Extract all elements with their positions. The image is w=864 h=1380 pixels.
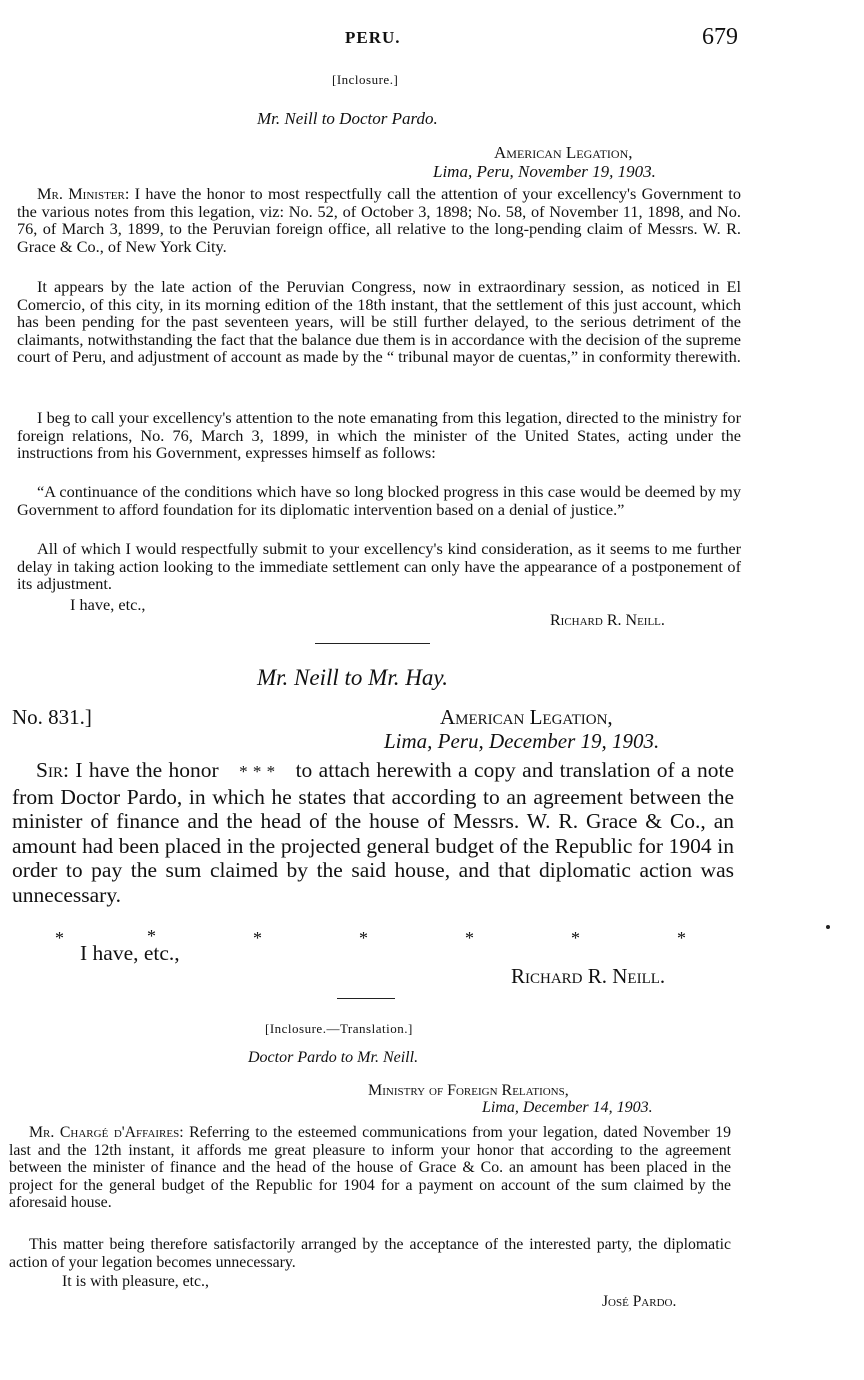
letter-paragraph-1: Mr. Minister: I have the honor to most respectfully call the attention of your excellency's Government to the various notes from this legation, viz: No. 52, of October 3, 1898; No. 58, of November 11, 1898, and No. 76, of March 3, 1899, to the Peruvian foreign office, all relative to the long-pending claim of Messrs. W. R. Grace & Co., of New York City. xyxy=(17,184,741,256)
letter-heading-neill-to-hay: Mr. Neill to Mr. Hay. xyxy=(257,665,449,690)
letter-heading-neill-to-pardo: Mr. Neill to Doctor Pardo. xyxy=(257,109,438,128)
letter-paragraph-2: It appears by the late action of the Peruvian Congress, now in extraordinary session, as noticed in El Comercio, of this city, in its morning edition of the 18th instant, that the settlement of this just account, which has been pending for the past seventeen years, will be still further delayed, to the serious detriment of the claimants, notwithstanding the fact that the balance due them is in accordance with the decision of the supreme court of Peru, and adjustment of account as made by the “ tribunal mayor de cuentas,” in conformity therewith. xyxy=(17,277,741,366)
running-header-title: PERU. xyxy=(345,28,401,47)
letter-paragraph-5: All of which I would respectfully submit to your excellency's kind consideration, as it seems to me further delay in taking action looking to the immediate settlement can only have the appearance of a postponement of its adjustment. xyxy=(17,539,741,593)
place-line: Ministry of Foreign Relations, xyxy=(368,1082,569,1099)
omission-star: * xyxy=(465,928,474,948)
section-divider xyxy=(315,643,430,644)
letter-paragraph: Sir: I have the honor * * * to attach herewith a copy and translation of a note from Doctor Pardo, in which he states that according to an agreement between the minister of finance and the head of the house of Messrs. W. R. Grace & Co., an amount had been placed in the projected general budget of the Republic for 1904 in order to pay the sum claimed by the said house, and that diplomatic action was unnecessary. xyxy=(12,758,735,907)
place-line: American Legation, xyxy=(494,143,633,162)
closing: I have, etc., xyxy=(70,595,146,614)
omission-star: * xyxy=(147,926,156,946)
omission-stars: * * * xyxy=(239,762,276,781)
omission-star: * xyxy=(359,928,368,948)
letter-paragraph-1: Mr. Chargé d'Affaires: Referring to the esteemed communications from your legation, dated November 19 last and the 12th instant, it affords me great pleasure to inform your honor that according to the agreement between the minister of finance and the head of the house of Grace & Co. an amount has been placed in the project for the general budget of the Republic for 1904 for a payment on account of the sum claimed by the aforesaid house. xyxy=(9,1124,731,1211)
quoted-paragraph: “A continuance of the conditions which have so long blocked progress in this case would be deemed by my Government to afford foundation for its diplomatic intervention based on a denial of justice.” xyxy=(17,482,741,519)
dateline: Lima, December 14, 1903. xyxy=(482,1099,653,1116)
letter-paragraph-3: I beg to call your excellency's attention to the note emanating from this legation, directed to the ministry for foreign relations, No. 76, March 3, 1899, in which the minister of the United States, acting under the instructions from his Government, expresses himself as follows: xyxy=(17,408,741,462)
dateline: Lima, Peru, November 19, 1903. xyxy=(433,162,656,181)
signature: José Pardo. xyxy=(602,1293,677,1310)
omission-star: * xyxy=(571,928,580,948)
inclosure-caption: [Inclosure.—Translation.] xyxy=(265,1021,413,1036)
omission-star: * xyxy=(55,928,64,948)
page-number: 679 xyxy=(702,24,738,50)
place-line: American Legation, xyxy=(440,705,613,729)
letter-heading-pardo-to-neill: Doctor Pardo to Mr. Neill. xyxy=(248,1049,419,1066)
signature: Richard R. Neill. xyxy=(511,964,666,988)
despatch-number: No. 831.] xyxy=(12,705,92,729)
salutation: Mr. Minister xyxy=(37,184,125,203)
closing: It is with pleasure, etc., xyxy=(62,1273,209,1290)
omission-star: * xyxy=(677,928,686,948)
closing: I have, etc., xyxy=(80,941,180,965)
dateline: Lima, Peru, December 19, 1903. xyxy=(384,729,660,753)
inclosure-caption: [Inclosure.] xyxy=(332,72,399,87)
letter-paragraph-2: This matter being therefore satisfactorily arranged by the acceptance of the interested party, the diplomatic action of your legation becomes unnecessary. xyxy=(9,1236,731,1271)
omission-star: * xyxy=(253,928,262,948)
signature: Richard R. Neill. xyxy=(550,612,665,629)
salutation: Sir xyxy=(36,758,63,782)
section-divider xyxy=(337,998,395,999)
salutation: Mr. Chargé d'Affaires xyxy=(29,1124,180,1141)
page-speck xyxy=(826,925,830,929)
